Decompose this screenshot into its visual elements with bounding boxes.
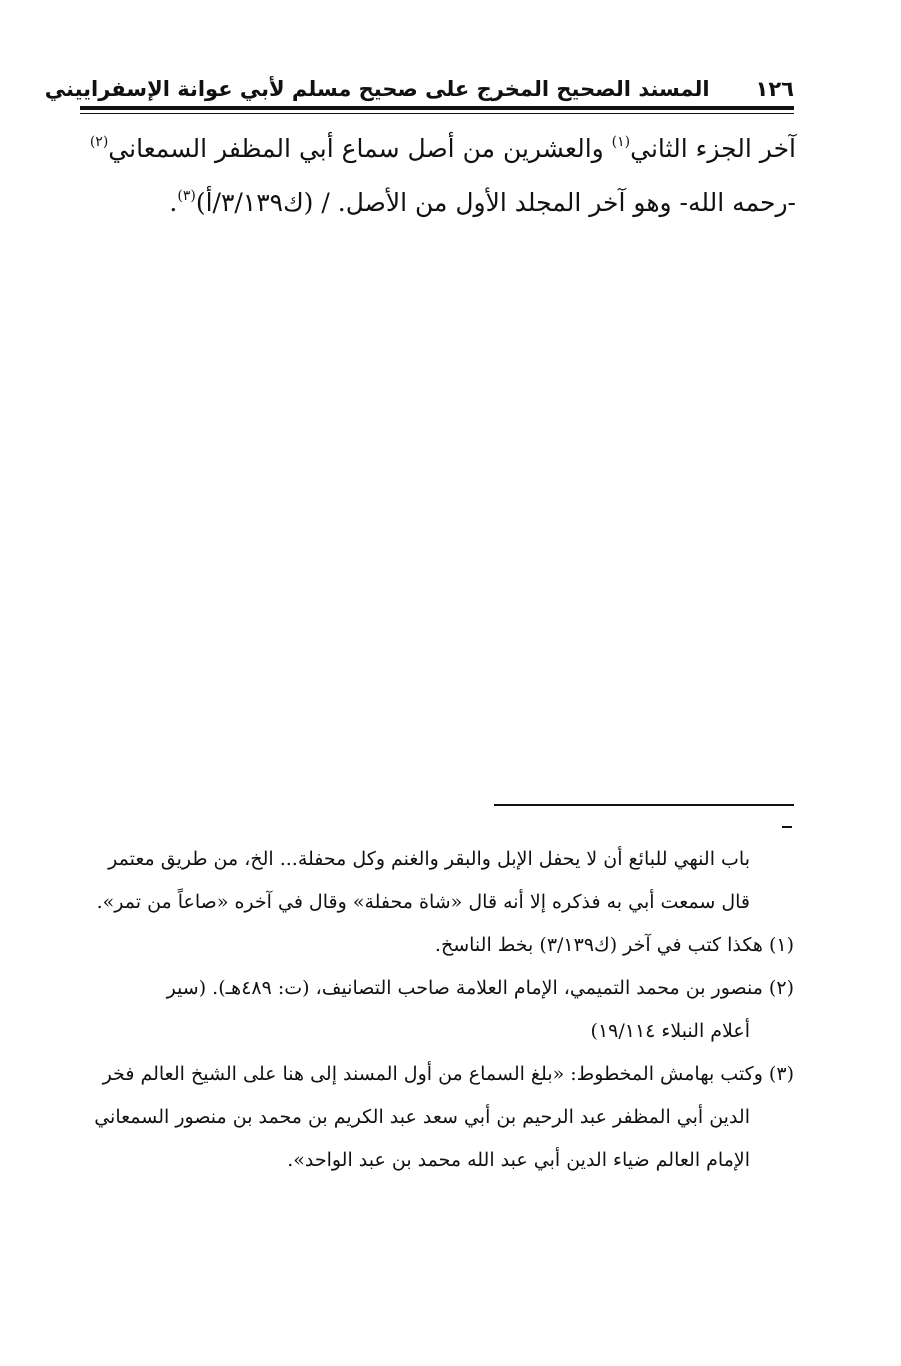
footnote-continuation-line: باب النهي للبائع أن لا يحفل الإبل والبقر والغنم وكل محفلة... الخ، من طريق معتمر [108,848,750,870]
footnote-2-line-2: أعلام النبلاء ١٩/١١٤) [590,1020,750,1042]
header-rule-thin [80,113,794,114]
footnote-ref-2: (٢) [89,134,109,150]
main-text [80,122,796,230]
footnote-continuation-line: قال سمعت أبي به فذكره إلا أنه قال «شاة محفلة» وقال في آخره «صاعاً من تمر». [96,891,750,913]
running-title: المسند الصحيح المخرج على صحيح مسلم لأبي عوانة الإسفراييني [44,77,710,101]
main-text-segment: آخر الجزء الثاني [630,134,796,163]
main-text-segment: -رحمه الله- وهو آخر المجلد الأول من الأصل. / (ك٣/١٣٩/أ) [195,188,796,217]
footnote-3-line-1: (٣) وكتب بهامش المخطوط: «بلغ السماع من أول المسند إلى هنا على الشيخ العالم فخر [102,1063,794,1085]
footnote-3-line-2: الدين أبي المظفر عبد الرحيم بن أبي سعد عبد الكريم بن محمد بن منصور السمعاني [94,1106,750,1128]
footnote-ref-1: (١) [611,134,631,150]
main-text-segment: والعشرين من أصل سماع أبي المظفر السمعاني [108,134,612,163]
footnote-separator [494,804,794,806]
main-text-segment: . [169,188,178,217]
page-header [44,74,794,104]
main-text-line-1 [80,122,796,176]
footnote-ref-3: (٣) [177,188,196,204]
main-text-line-2 [80,176,796,230]
footnote-2-line-1: (٢) منصور بن محمد التميمي، الإمام العلامة صاحب التصانيف، (ت: ٤٨٩هـ). (سير [166,977,794,999]
footnote-3-line-3: الإمام العالم ضياء الدين أبي عبد الله محمد بن عبد الواحد». [287,1149,750,1171]
header-rule-thick [80,106,794,110]
continuation-dash [782,826,792,828]
footnotes [84,838,794,1182]
footnote-1: (١) هكذا كتب في آخر (ك٣/١٣٩) بخط الناسخ. [434,934,794,956]
page-number: ١٢٦ [755,77,794,101]
